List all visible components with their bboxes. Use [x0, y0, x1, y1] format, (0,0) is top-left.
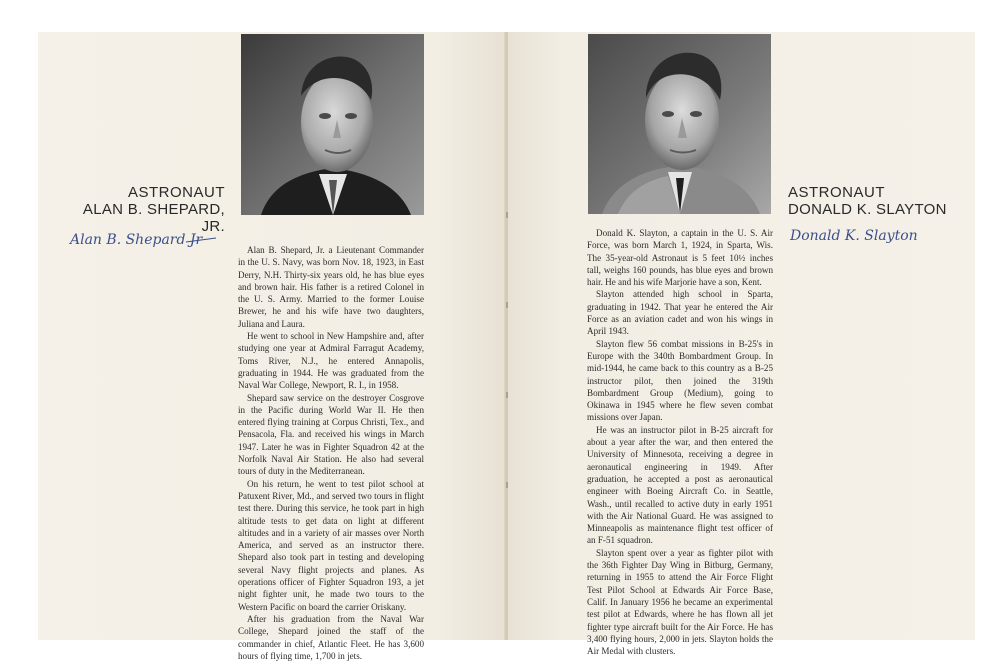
- shepard-portrait-image: [241, 34, 424, 215]
- booklet-spread: [38, 32, 975, 661]
- shepard-signature: [66, 224, 226, 254]
- shepard-bio-paragraph: He went to school in New Hampshire and, after studying one year at Admiral Farragut Academy, Toms River, N.J., he entered Annapolis, graduating in 1944. He was graduated from the Naval War College, Newport, R. I., in 1958.: [238, 331, 424, 391]
- left-page: [38, 32, 506, 661]
- slayton-bio-paragraph: Slayton flew 56 combat missions in B-25's in Europe with the 340th Bombardment Group. In mid-1944, he came back to this country as a B-25 instructor pilot, then joined the 319th Bombardment Group (Medium), going to Okinawa in 1945 where he flew seven combat missions over Japan.: [587, 338, 773, 423]
- shepard-name: ALAN B. SHEPARD, JR.: [82, 201, 225, 235]
- slayton-portrait-image: [588, 34, 771, 214]
- shepard-biography: [238, 244, 424, 662]
- shepard-bio-paragraph: Alan B. Shepard, Jr. a Lieutenant Commander in the U. S. Navy, was born Nov. 18, 1923, in East Derry, N.H. Thirty-six years old, he has blue eyes and brown hair. His father is a retired Colonel in the U. S. Army. Married to the former Louise Brewer, he and his wife have two daughters, Juliana and Laura.: [238, 245, 424, 329]
- right-page: [508, 32, 975, 657]
- shepard-signature-text: Alan B. Shepard Jr: [70, 232, 203, 248]
- shepard-bio-paragraph: After his graduation from the Naval War College, Shepard joined the staff of the commander in chief, Atlantic Fleet. He has 3,600 hours of flying time, 1,700 in jets.: [238, 613, 424, 661]
- shepard-title: ASTRONAUT: [127, 184, 225, 201]
- shepard-portrait-photo: [241, 34, 424, 215]
- slayton-name-block: [788, 184, 968, 218]
- slayton-name: DONALD K. SLAYTON: [788, 201, 947, 218]
- shepard-bio-paragraph: On his return, he went to test pilot school at Patuxent River, Md., and served two tours in flight test there. During this service, he took part in high altitude tests to get data on light at different altitudes and in a variety of air masses over North America, and served as an instructor there. Shepard also took part in testing and developing several Navy flight projects and planes. As operations officer of Fighter Squadron 193, a jet night fighter unit, he made two tours to the Western Pacific on board the carrier Oriskany.: [238, 478, 424, 612]
- slayton-bio-paragraph: Donald K. Slayton, a captain in the U. S. Air Force, was born March 1, 1924, in Sparta, Wis. The 35-year-old Astronaut is 5 feet 10½ inches tall, weighs 160 pounds, has blue eyes and brown hair. He and his wife Marjorie have a son, Kent.: [587, 228, 773, 288]
- slayton-bio-paragraph: Slayton spent over a year as fighter pilot with the 36th Fighter Day Wing in Bitburg, Germany, returning in 1955 to attend the Air Force Flight Test Pilot School at Edwards Air Force Base, Calif. In January 1956 he became an experimental test pilot at Edwards, where he has flown all jet fighter type aircraft built for the Air Force. He has 3,400 flying hours, 2,000 in jets. Slayton holds the Air Medal with clusters.: [587, 547, 773, 657]
- slayton-biography: [587, 227, 773, 657]
- slayton-bio-paragraph: Slayton attended high school in Sparta, graduating in 1942. That year he entered the Air Force as an aviation cadet and won his wings in April 1943.: [587, 289, 773, 337]
- shepard-bio-paragraph: Shepard saw service on the destroyer Cosgrove in the Pacific during World War II. He then entered flying training at Corpus Christi, Tex., and Pensacola, Fla. and received his wings in March 1947. Later he was in Fighter Squadron 42 at the Norfolk Naval Air Station. He also had several tours of duty in the Mediterranean.: [238, 392, 424, 477]
- slayton-bio-paragraph: He was an instructor pilot in B-25 aircraft for about a year after the war, and then entered the University of Minnesota, receiving a degree in aeronautical engineering in 1949. After graduation, he accepted a post as aeronautical engineer with Boeing Aircraft Co. in Seattle, Wash., until recalled to active duty in early 1951 with the Air National Guard. He was assigned to Minneapolis as maintenance flight test officer of an F-51 squadron.: [587, 424, 773, 546]
- slayton-title: ASTRONAUT: [788, 184, 886, 201]
- slayton-signature: [788, 220, 968, 250]
- slayton-portrait-photo: [588, 34, 771, 214]
- slayton-signature-text: Donald K. Slayton: [790, 228, 918, 244]
